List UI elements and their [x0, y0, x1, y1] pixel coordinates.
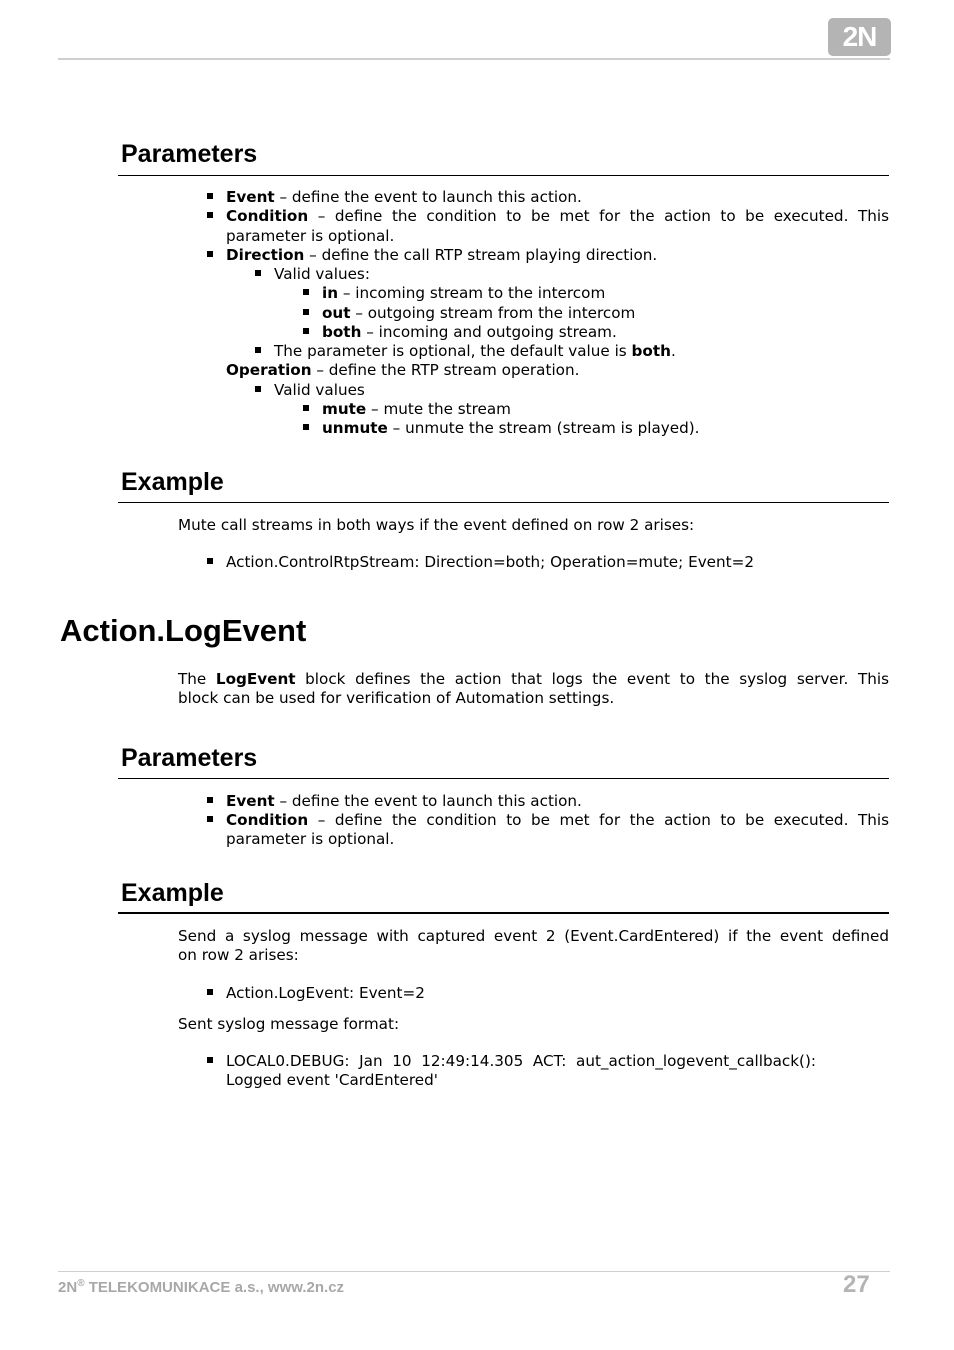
page-number: 27: [843, 1271, 870, 1298]
format-label: Sent syslog message format:: [178, 1015, 400, 1033]
example-intro: Send a syslog message with captured event 2 (Event.CardEntered) if the event defined: [178, 927, 889, 945]
param-event: Event – define the event to launch this action.: [226, 188, 582, 206]
example-heading: Example: [121, 879, 224, 907]
brand-logo: [828, 18, 891, 56]
bullet: [303, 424, 309, 430]
bullet: [303, 328, 309, 334]
valid-values-label: Valid values:: [274, 265, 370, 283]
logevent-intro: The LogEvent block defines the action that logs the event to the syslog server. This: [178, 670, 889, 688]
param-condition: Condition – define the condition to be met for the action to be executed. This: [226, 207, 889, 225]
bullet: [303, 405, 309, 411]
example-code: Action.LogEvent: Event=2: [226, 984, 425, 1002]
bullet: [255, 386, 261, 392]
value-out: out – outgoing stream from the intercom: [322, 304, 636, 322]
value-in: in – incoming stream to the intercom: [322, 284, 606, 302]
bullet: [207, 989, 213, 995]
syslog-format-line: LOCAL0.DEBUG: Jan 10 12:49:14.305 ACT: aut_action_logevent_callback():: [226, 1052, 817, 1070]
logevent-intro-cont: block can be used for verification of Automation settings.: [178, 689, 615, 707]
bullet: [255, 347, 261, 353]
bullet: [207, 797, 213, 803]
bullet: [207, 193, 213, 199]
bullet: [207, 251, 213, 257]
syslog-format-cont: Logged event 'CardEntered': [226, 1071, 438, 1089]
bullet: [255, 270, 261, 276]
heading-underline: [118, 912, 889, 914]
logo-text: 2N: [842, 21, 877, 52]
footer-company: 2N® TELEKOMUNIKACE a.s., www.2n.cz: [58, 1278, 345, 1296]
parameters-heading: Parameters: [121, 140, 258, 168]
bullet: [207, 212, 213, 218]
optional-note: The parameter is optional, the default value is both.: [274, 342, 676, 360]
bullet: [207, 1057, 213, 1063]
example-intro: Mute call streams in both ways if the event defined on row 2 arises:: [178, 516, 695, 534]
header-divider: [58, 58, 890, 60]
valid-values-label: Valid values: [274, 381, 365, 399]
example-code: Action.ControlRtpStream: Direction=both; Operation=mute; Event=2: [226, 553, 754, 571]
example-intro-cont: on row 2 arises:: [178, 946, 299, 964]
heading-underline: [118, 502, 889, 503]
param-operation: Operation – define the RTP stream operation.: [226, 361, 580, 379]
param-condition: Condition – define the condition to be met for the action to be executed. This: [226, 811, 889, 829]
parameters-heading: Parameters: [121, 744, 258, 772]
param-direction: Direction – define the call RTP stream playing direction.: [226, 246, 658, 264]
bullet: [207, 558, 213, 564]
param-condition-cont: parameter is optional.: [226, 227, 395, 245]
heading-underline: [118, 175, 889, 176]
value-both: both – incoming and outgoing stream.: [322, 323, 617, 341]
footer-divider: [58, 1271, 890, 1272]
heading-underline: [118, 778, 889, 779]
value-mute: mute – mute the stream: [322, 400, 511, 418]
section-title: Action.LogEvent: [60, 613, 307, 648]
value-unmute: unmute – unmute the stream (stream is played).: [322, 419, 700, 437]
param-condition-cont: parameter is optional.: [226, 830, 395, 848]
bullet: [303, 289, 309, 295]
param-event: Event – define the event to launch this action.: [226, 792, 582, 810]
bullet: [303, 309, 309, 315]
bullet: [207, 816, 213, 822]
example-heading: Example: [121, 468, 224, 496]
